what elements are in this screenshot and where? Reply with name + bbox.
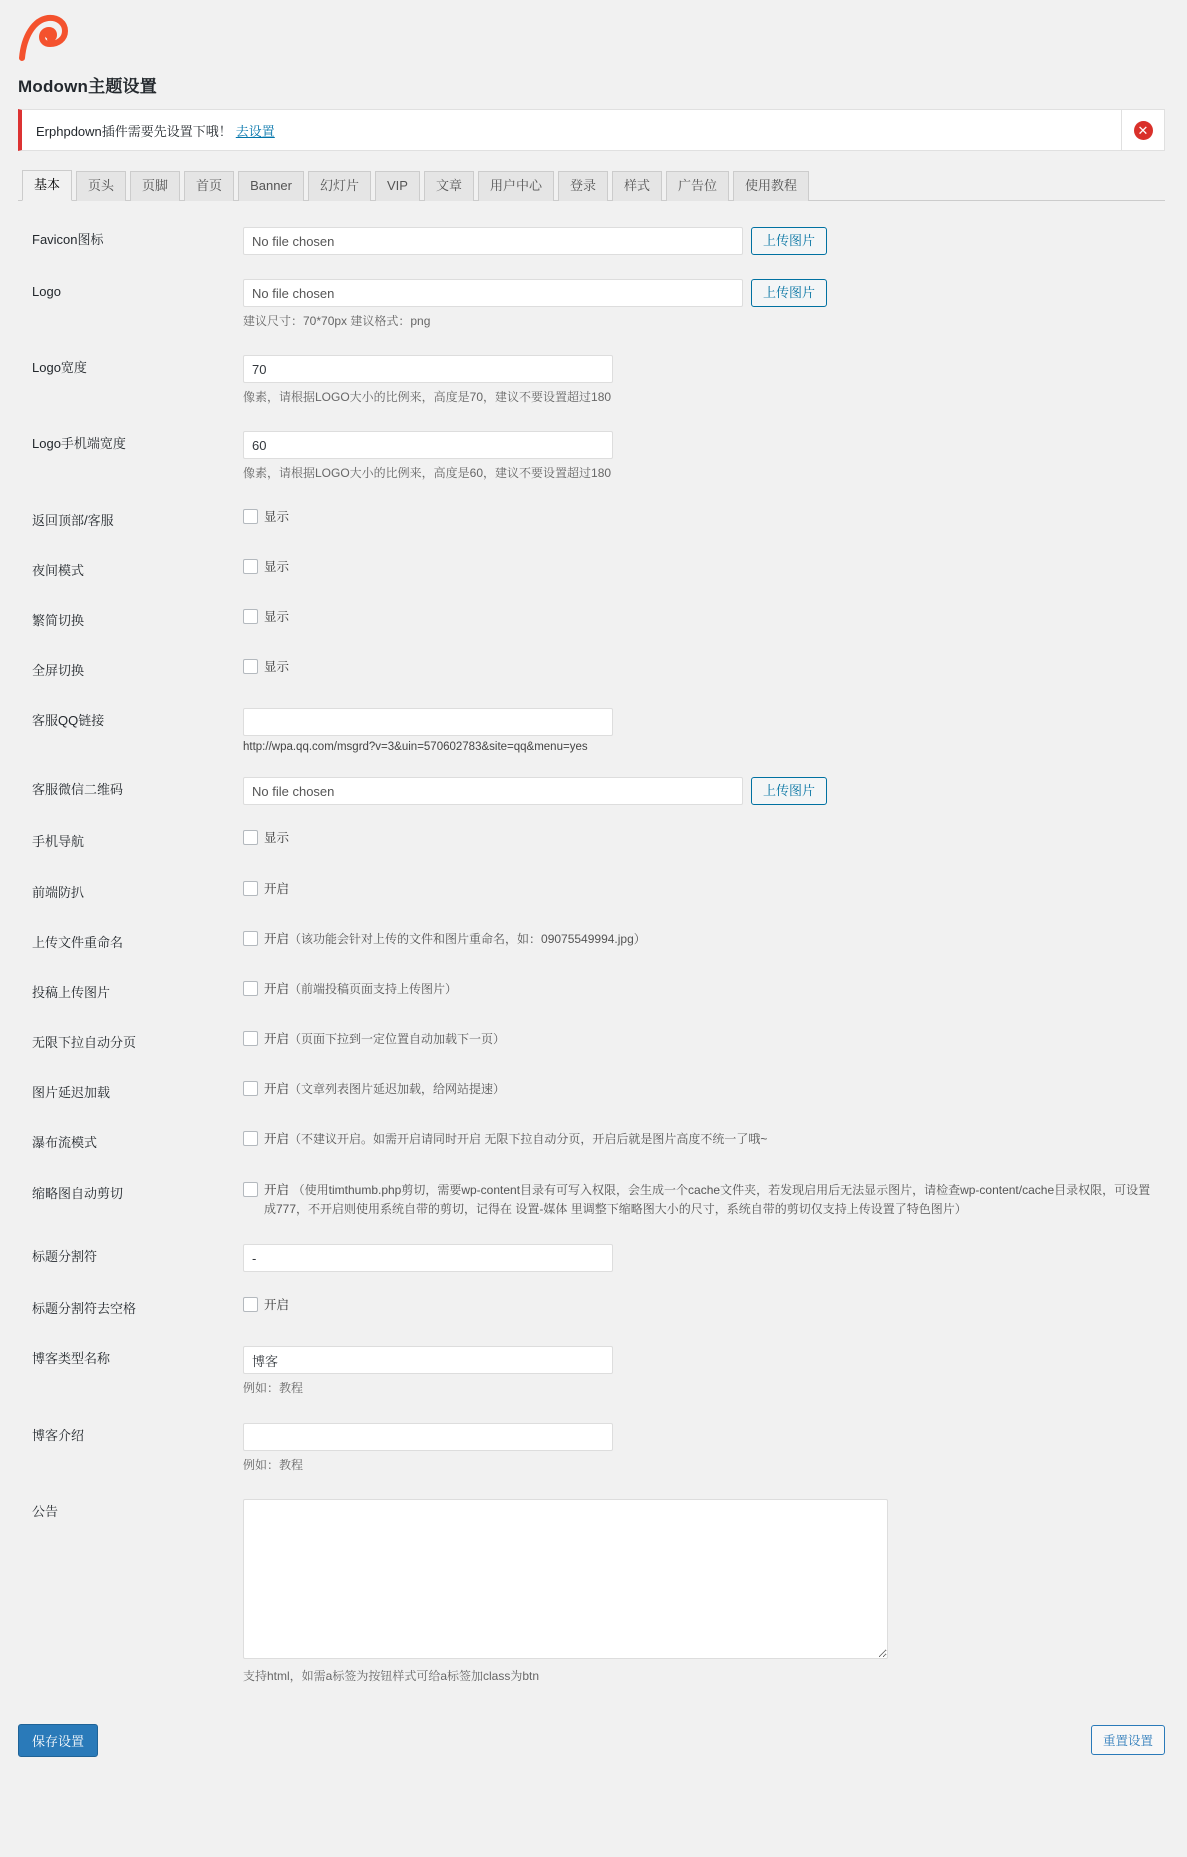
label-announcement: 公告 — [32, 1503, 59, 1519]
reset-button[interactable]: 重置设置 — [1091, 1725, 1165, 1755]
admin-notice — [18, 109, 1165, 151]
upload-rename-note: （该功能会针对上传的文件和图片重命名，如：09075549994.jpg） — [289, 931, 646, 946]
row-logo — [18, 267, 1165, 343]
back-to-top-checkbox[interactable] — [243, 509, 258, 524]
label-frontend-protect: 前端防扒 — [32, 884, 85, 900]
blog-type-name-input[interactable] — [243, 1346, 613, 1374]
row-title-separator — [18, 1232, 1165, 1284]
infinite-scroll-checkbox-label: 开启 — [264, 1032, 290, 1047]
tab-footer[interactable]: 页脚 — [130, 171, 180, 201]
row-blog-type-name — [18, 1334, 1165, 1410]
tab-homepage[interactable]: 首页 — [184, 171, 234, 201]
qq-link-input[interactable] — [243, 708, 613, 736]
row-submit-upload-image — [18, 968, 1165, 1018]
logo-container — [0, 0, 1187, 64]
logo-mobile-width-input[interactable] — [243, 431, 613, 459]
infinite-scroll-note: （页面下拉到一定位置自动加载下一页） — [289, 1032, 506, 1047]
fullscreen-checkbox[interactable] — [243, 659, 258, 674]
favicon-upload-button[interactable]: 上传图片 — [751, 227, 827, 255]
label-qq-link: 客服QQ链接 — [32, 713, 105, 729]
row-favicon — [18, 215, 1165, 267]
row-back-to-top — [18, 496, 1165, 546]
logo-description: 建议尺寸：70*70px 建议格式：png — [243, 314, 431, 328]
label-trad-simp: 繁简切换 — [32, 612, 85, 628]
night-mode-checkbox[interactable] — [243, 559, 258, 574]
trad-simp-checkbox-label: 显示 — [264, 609, 290, 624]
label-title-separator: 标题分割符 — [32, 1249, 98, 1265]
lazy-load-checkbox[interactable] — [243, 1081, 258, 1096]
blog-type-name-description: 例如：教程 — [243, 1381, 304, 1396]
row-lazy-load — [18, 1068, 1165, 1118]
label-title-separator-trim: 标题分割符去空格 — [32, 1301, 137, 1317]
form-footer — [18, 1724, 1165, 1757]
label-back-to-top: 返回顶部/客服 — [32, 512, 114, 528]
logo-width-description: 像素，请根据LOGO大小的比例来，高度是70，建议不要设置超过180 — [243, 390, 612, 405]
label-blog-intro: 博客介绍 — [32, 1427, 85, 1443]
label-masonry: 瀑布流模式 — [32, 1135, 98, 1151]
row-frontend-protect — [18, 868, 1165, 918]
label-logo-mobile-width: Logo手机端宽度 — [32, 436, 126, 452]
tab-login[interactable]: 登录 — [558, 171, 608, 201]
tab-ad-slots[interactable]: 广告位 — [666, 171, 729, 201]
label-infinite-scroll: 无限下拉自动分页 — [32, 1035, 137, 1051]
label-submit-upload-image: 投稿上传图片 — [32, 984, 111, 1000]
thumb-crop-checkbox-label: 开启 — [264, 1182, 290, 1197]
notice-text: Erphpdown插件需要先设置下哦！ — [36, 123, 232, 139]
modown-logo-icon — [18, 14, 70, 62]
row-logo-width — [18, 343, 1165, 419]
row-announcement — [18, 1487, 1165, 1698]
row-trad-simp — [18, 596, 1165, 646]
upload-rename-checkbox-label: 开启 — [264, 931, 290, 946]
row-upload-rename — [18, 918, 1165, 968]
label-logo-width: Logo宽度 — [32, 360, 87, 376]
tab-basic[interactable]: 基本 — [22, 170, 72, 201]
label-fullscreen: 全屏切换 — [32, 663, 85, 679]
title-separator-input[interactable] — [243, 1244, 613, 1272]
submit-upload-image-checkbox[interactable] — [243, 981, 258, 996]
announcement-description: 支持html，如需a标签为按钮样式可给a标签加class为btn — [243, 1668, 540, 1683]
row-qq-link — [18, 696, 1165, 765]
notice-dismiss-button[interactable] — [1121, 109, 1165, 151]
label-wechat-qr: 客服微信二维码 — [32, 782, 124, 798]
title-separator-trim-checkbox-label: 开启 — [264, 1298, 290, 1313]
label-night-mode: 夜间模式 — [32, 562, 85, 578]
logo-file-input[interactable] — [243, 279, 743, 307]
trad-simp-checkbox[interactable] — [243, 609, 258, 624]
label-blog-type-name: 博客类型名称 — [32, 1351, 111, 1367]
settings-tabs — [18, 169, 1165, 201]
title-separator-trim-checkbox[interactable] — [243, 1297, 258, 1312]
tab-banner[interactable]: Banner — [238, 171, 304, 201]
page-title: Modown主题设置 — [18, 77, 157, 96]
upload-rename-checkbox[interactable] — [243, 931, 258, 946]
row-thumb-crop — [18, 1169, 1165, 1233]
row-mobile-nav — [18, 817, 1165, 867]
announcement-textarea[interactable] — [243, 1499, 888, 1659]
label-logo: Logo — [32, 284, 61, 299]
blog-intro-description: 例如：教程 — [243, 1457, 304, 1472]
tab-slider[interactable]: 幻灯片 — [308, 171, 371, 201]
close-circle-icon: ✕ — [1134, 121, 1153, 140]
row-logo-mobile-width — [18, 419, 1165, 495]
logo-width-input[interactable] — [243, 355, 613, 383]
infinite-scroll-checkbox[interactable] — [243, 1031, 258, 1046]
row-night-mode — [18, 546, 1165, 596]
row-wechat-qr — [18, 765, 1165, 817]
lazy-load-checkbox-label: 开启 — [264, 1082, 290, 1097]
tab-tutorial[interactable]: 使用教程 — [733, 171, 809, 201]
row-fullscreen — [18, 646, 1165, 696]
back-to-top-checkbox-label: 显示 — [264, 509, 290, 524]
thumb-crop-checkbox[interactable] — [243, 1182, 258, 1197]
wechat-qr-file-input[interactable] — [243, 777, 743, 805]
lazy-load-note: （文章列表图片延迟加载，给网站提速） — [289, 1082, 506, 1097]
label-upload-rename: 上传文件重命名 — [32, 934, 124, 950]
logo-mobile-width-description: 像素，请根据LOGO大小的比例来，高度是60，建议不要设置超过180 — [243, 466, 612, 481]
label-mobile-nav: 手机导航 — [32, 834, 85, 850]
frontend-protect-checkbox-label: 开启 — [264, 881, 290, 896]
wechat-qr-upload-button[interactable]: 上传图片 — [751, 777, 827, 805]
blog-intro-input[interactable] — [243, 1423, 613, 1451]
row-blog-intro — [18, 1411, 1165, 1487]
tab-vip[interactable]: VIP — [375, 171, 420, 201]
frontend-protect-checkbox[interactable] — [243, 881, 258, 896]
submit-upload-image-note: （前端投稿页面支持上传图片） — [289, 981, 458, 996]
masonry-note: （不建议开启。如需开启请同时开启 无限下拉自动分页，开启后就是图片高度不统一了哦~ — [289, 1132, 768, 1147]
submit-upload-image-checkbox-label: 开启 — [264, 981, 290, 996]
qq-link-description: http://wpa.qq.com/msgrd?v=3&uin=570602783&site=qq&menu=yes — [243, 741, 588, 754]
label-lazy-load: 图片延迟加载 — [32, 1085, 111, 1101]
settings-form — [18, 215, 1165, 1698]
save-button[interactable]: 保存设置 — [18, 1724, 98, 1757]
thumb-crop-note: （使用timthumb.php剪切，需要wp-content目录有可写入权限，会生成一个cache文件夹，若发现启用后无法显示图片，请检查wp-content/cache目录权限，可设置成777，不开启则使用系统自带的剪切，记得在 设置-媒体 里调整下缩略图大小的尺寸，系统自带的剪切仅支持上传设置了特色图片） — [264, 1182, 1151, 1217]
mobile-nav-checkbox[interactable] — [243, 830, 258, 845]
tab-style[interactable]: 样式 — [612, 171, 662, 201]
label-thumb-crop: 缩略图自动剪切 — [32, 1185, 124, 1201]
label-favicon: Favicon图标 — [32, 232, 104, 247]
mobile-nav-checkbox-label: 显示 — [264, 831, 290, 846]
masonry-checkbox[interactable] — [243, 1131, 258, 1146]
fullscreen-checkbox-label: 显示 — [264, 660, 290, 675]
row-title-separator-trim — [18, 1284, 1165, 1334]
tab-article[interactable]: 文章 — [424, 171, 474, 201]
tab-header[interactable]: 页头 — [76, 171, 126, 201]
masonry-checkbox-label: 开启 — [264, 1132, 290, 1147]
row-masonry — [18, 1118, 1165, 1168]
night-mode-checkbox-label: 显示 — [264, 559, 290, 574]
tab-user-center[interactable]: 用户中心 — [478, 171, 554, 201]
favicon-file-input[interactable] — [243, 227, 743, 255]
row-infinite-scroll — [18, 1018, 1165, 1068]
notice-settings-link[interactable]: 去设置 — [235, 123, 275, 139]
logo-upload-button[interactable]: 上传图片 — [751, 279, 827, 307]
